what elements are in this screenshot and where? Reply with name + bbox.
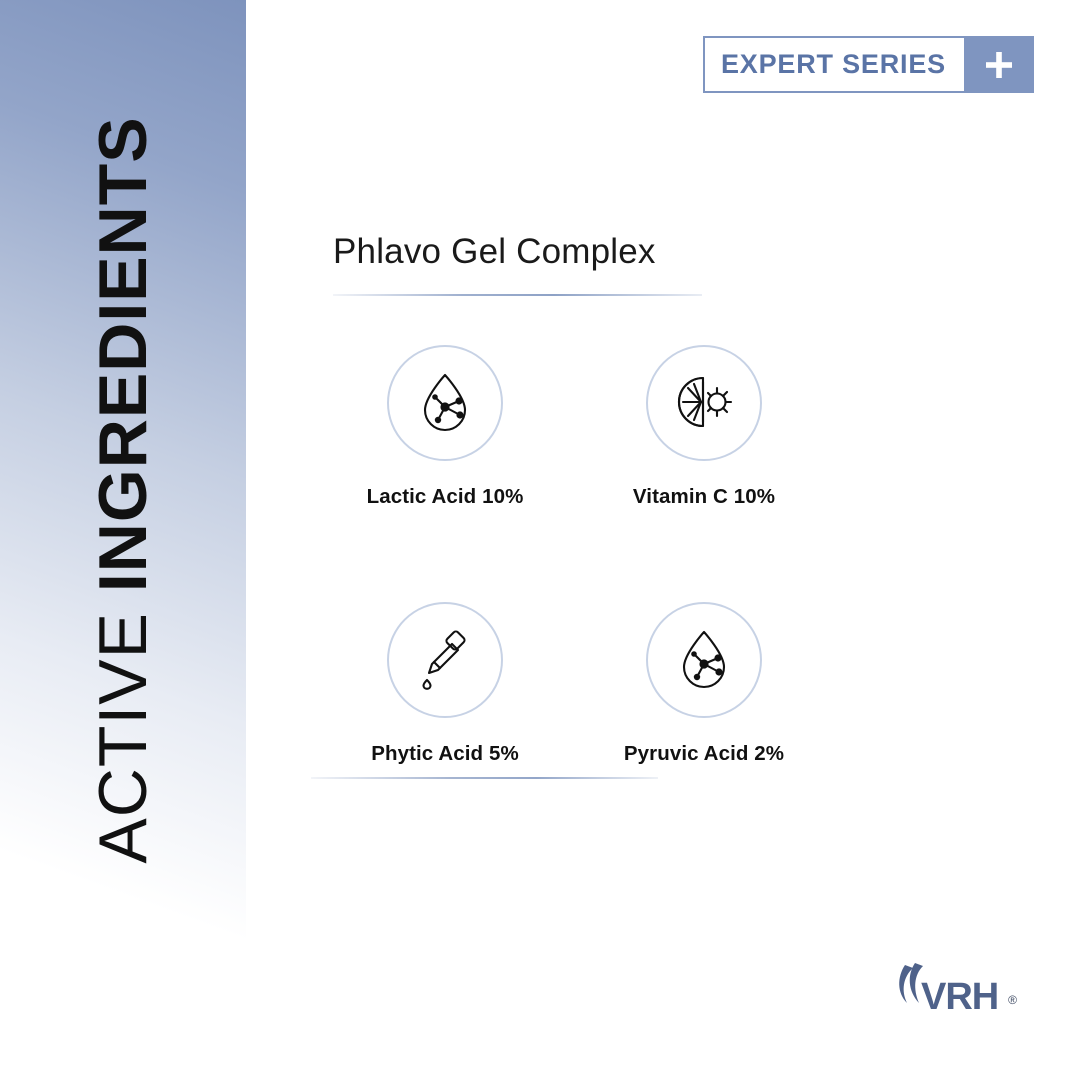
side-banner-title-light: ACTIVE [85, 592, 161, 864]
ingredient-item [311, 345, 579, 509]
ingredient-label: Phytic Acid 5% [371, 742, 519, 765]
droplet-molecule-icon [646, 602, 762, 718]
svg-text:VRH: VRH [921, 976, 999, 1018]
ingredient-grid [311, 345, 831, 766]
side-banner-title [0, 0, 246, 980]
registered-mark: ® [1008, 993, 1017, 1007]
ingredient-label: Vitamin C 10% [632, 485, 776, 508]
ingredient-label: Pyruvic Acid 2% [623, 742, 785, 765]
main-content [311, 232, 1011, 296]
divider-top [333, 294, 702, 296]
citrus-sun-icon [646, 345, 762, 461]
ingredient-row [311, 602, 831, 766]
ingredient-item [579, 345, 829, 509]
ingredient-item [579, 602, 829, 766]
brand-logo [895, 963, 1015, 1035]
ingredient-item [311, 602, 579, 766]
droplet-molecule-icon [387, 345, 503, 461]
expert-series-label: EXPERT SERIES [721, 49, 946, 79]
ingredient-row [311, 345, 831, 509]
ingredient-label: Lactic Acid 10% [366, 485, 524, 508]
side-banner-title-bold: INGREDIENTS [85, 116, 161, 593]
page-title: Phlavo Gel Complex [333, 232, 656, 271]
dropper-pipette-icon [387, 602, 503, 718]
expert-series-badge [703, 36, 1034, 93]
grid-row-gap [311, 509, 831, 602]
divider-bottom [311, 777, 658, 779]
plus-icon [964, 36, 1034, 93]
